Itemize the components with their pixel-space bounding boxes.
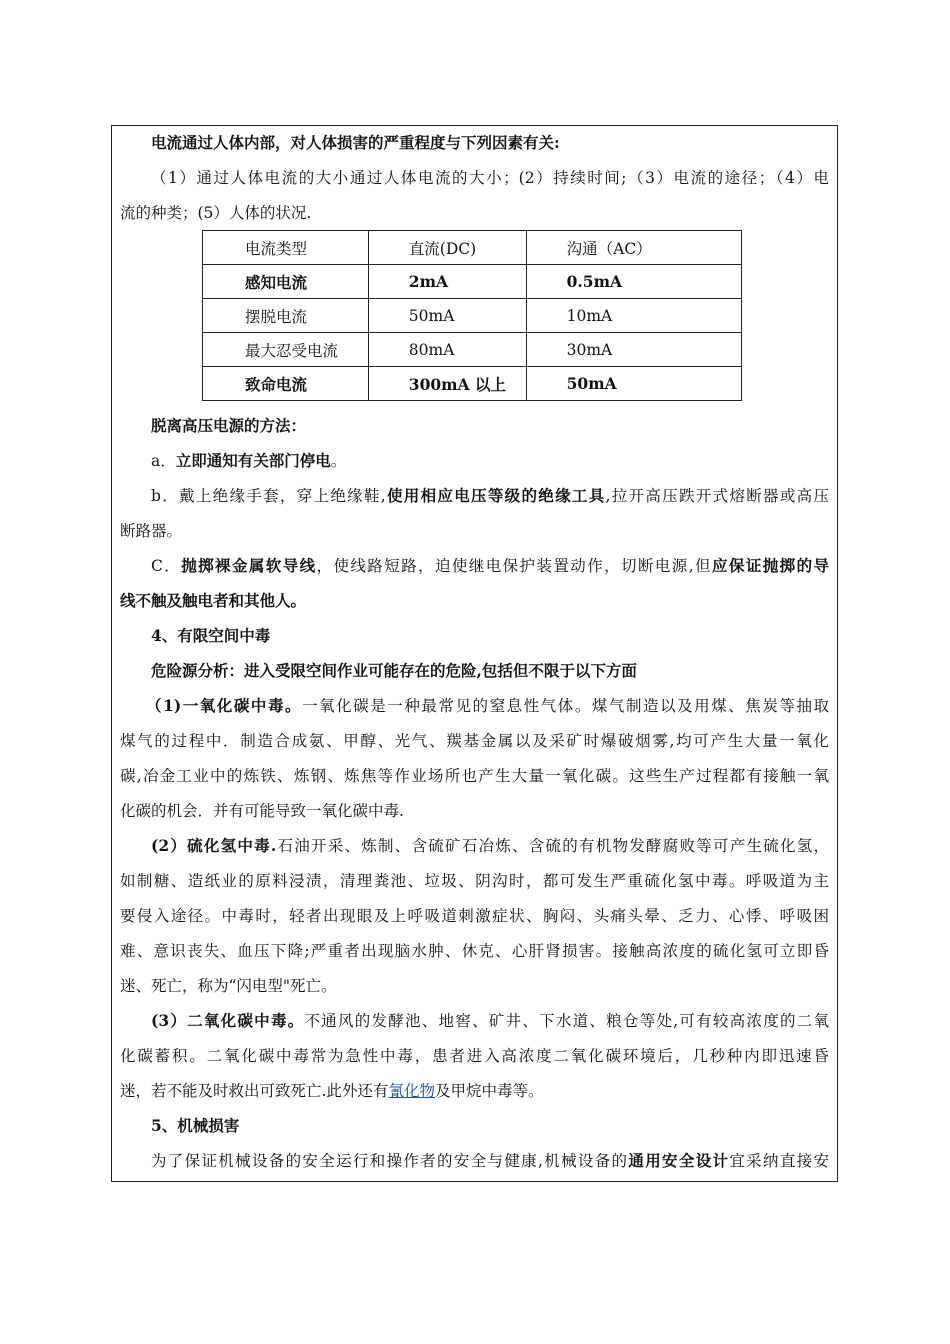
h2s-line-3: 要侵入途径。中毒时，轻者出现眼及上呼吸道刺激症状、胸闷、头痛头晕、乏力、心悸、呼吸困 xyxy=(120,907,829,925)
table-cell: 50mA xyxy=(368,299,526,333)
table-cell: 300mA 以上 xyxy=(368,367,526,401)
current-table xyxy=(202,230,742,401)
table-cell: 30mA xyxy=(526,333,741,367)
table-cell: 电流类型 xyxy=(203,231,369,265)
h2s-line-2: 如制糖、造纸业的原料浸渍，清理粪池、垃圾、阴沟时，都可发生严重硫化氢中毒。呼吸道为主 xyxy=(120,872,829,890)
section-5-title: 5、机械损害 xyxy=(151,1116,240,1135)
table-cell: 感知电流 xyxy=(203,265,369,299)
cyanide-link[interactable]: 氰化物 xyxy=(388,1082,435,1100)
table-cell: 10mA xyxy=(526,299,741,333)
co-line-4: 化碳的机会．并有可能导致一氧化碳中毒. xyxy=(120,802,404,820)
table-cell: 最大忍受电流 xyxy=(203,333,369,367)
hv-heading: 脱离高压电源的方法： xyxy=(151,416,307,435)
co2-line-2: 化碳蓄积。二氧化碳中毒常为急性中毒，患者进入高浓度二氧化碳环境后，几秒种内即迅速昏 xyxy=(120,1047,829,1065)
co-line-2: 煤气的过程中．制造合成氨、甲醇、光气、羰基金属以及采矿时爆破烟雾,均可产生大量一氧化 xyxy=(120,732,829,750)
table-row xyxy=(203,265,742,299)
section-4-hazard: 危险源分析：进入受限空间作业可能存在的危险,包括但不限于以下方面 xyxy=(151,661,637,680)
table-cell: 50mA xyxy=(526,367,741,401)
h2s-line-4: 难、意识丧失、血压下降;严重者出现脑水肿、休克、心肝肾损害。接触高浓度的硫化氢可立即昏 xyxy=(120,942,829,960)
table-cell: 0.5mA xyxy=(526,265,741,299)
co-line-1: （1)一氧化碳中毒。一氧化碳是一种最常见的窒息性气体。煤气制造以及用煤、焦炭等抽取 xyxy=(146,696,829,715)
h2s-line-1: (2）硫化氢中毒.石油开采、炼制、含硫矿石冶炼、含硫的有机物发酵腐败等可产生硫化氢， xyxy=(151,836,829,855)
table-cell: 直流(DC) xyxy=(368,231,526,265)
table-cell: 摆脱电流 xyxy=(203,299,369,333)
hv-method-c-cont: 线不触及触电者和其他人。 xyxy=(120,591,307,610)
section-4-title: 4、有限空间中毒 xyxy=(151,626,271,645)
table-row xyxy=(203,367,742,401)
table-cell: 80mA xyxy=(368,333,526,367)
section-5-line-1: 为了保证机械设备的安全运行和操作者的安全与健康,机械设备的通用安全设计宜采纳直接安 xyxy=(151,1151,829,1170)
table-row xyxy=(203,333,742,367)
content-frame xyxy=(111,125,838,1182)
hv-method-c: C．抛掷裸金属软导线，使线路短路，迫使继电保护装置动作，切断电源,但应保证抛掷的导 xyxy=(151,556,829,575)
co2-line-1: (3）二氧化碳中毒。不通风的发酵池、地窖、矿井、下水道、粮仓等处,可有较高浓度的二氧 xyxy=(151,1011,829,1030)
hv-method-b: b．戴上绝缘手套，穿上绝缘鞋,使用相应电压等级的绝缘工具,拉开高压跌开式熔断器或高压 xyxy=(151,486,829,505)
factors-line-1: （1）通过人体电流的大小通过人体电流的大小；(2）持续时间;（3）电流的途径；（4）电 xyxy=(151,169,829,187)
factors-line-2: 流的种类；(5）人体的状况. xyxy=(120,204,312,222)
h2s-line-5: 迷、死亡，称为“闪电型"死亡。 xyxy=(120,977,337,995)
hv-method-a: a．立即通知有关部门停电。 xyxy=(151,451,347,470)
table-cell: 致命电流 xyxy=(203,367,369,401)
table-cell: 2mA xyxy=(368,265,526,299)
hv-method-b-cont: 断路器。 xyxy=(120,522,183,540)
co-line-3: 碳,冶金工业中的炼铁、炼钢、炼焦等作业场所也产生大量一氧化碳。这些生产过程都有接触一氧 xyxy=(120,767,829,785)
table-row xyxy=(203,299,742,333)
table-cell: 沟通（AC） xyxy=(526,231,741,265)
table-header-row xyxy=(203,231,742,265)
intro-heading: 电流通过人体内部，对人体损害的严重程度与下列因素有关: xyxy=(151,133,560,152)
co2-line-3: 迷，若不能及时救出可致死亡.此外还有氰化物及甲烷中毒等。 xyxy=(120,1082,544,1100)
